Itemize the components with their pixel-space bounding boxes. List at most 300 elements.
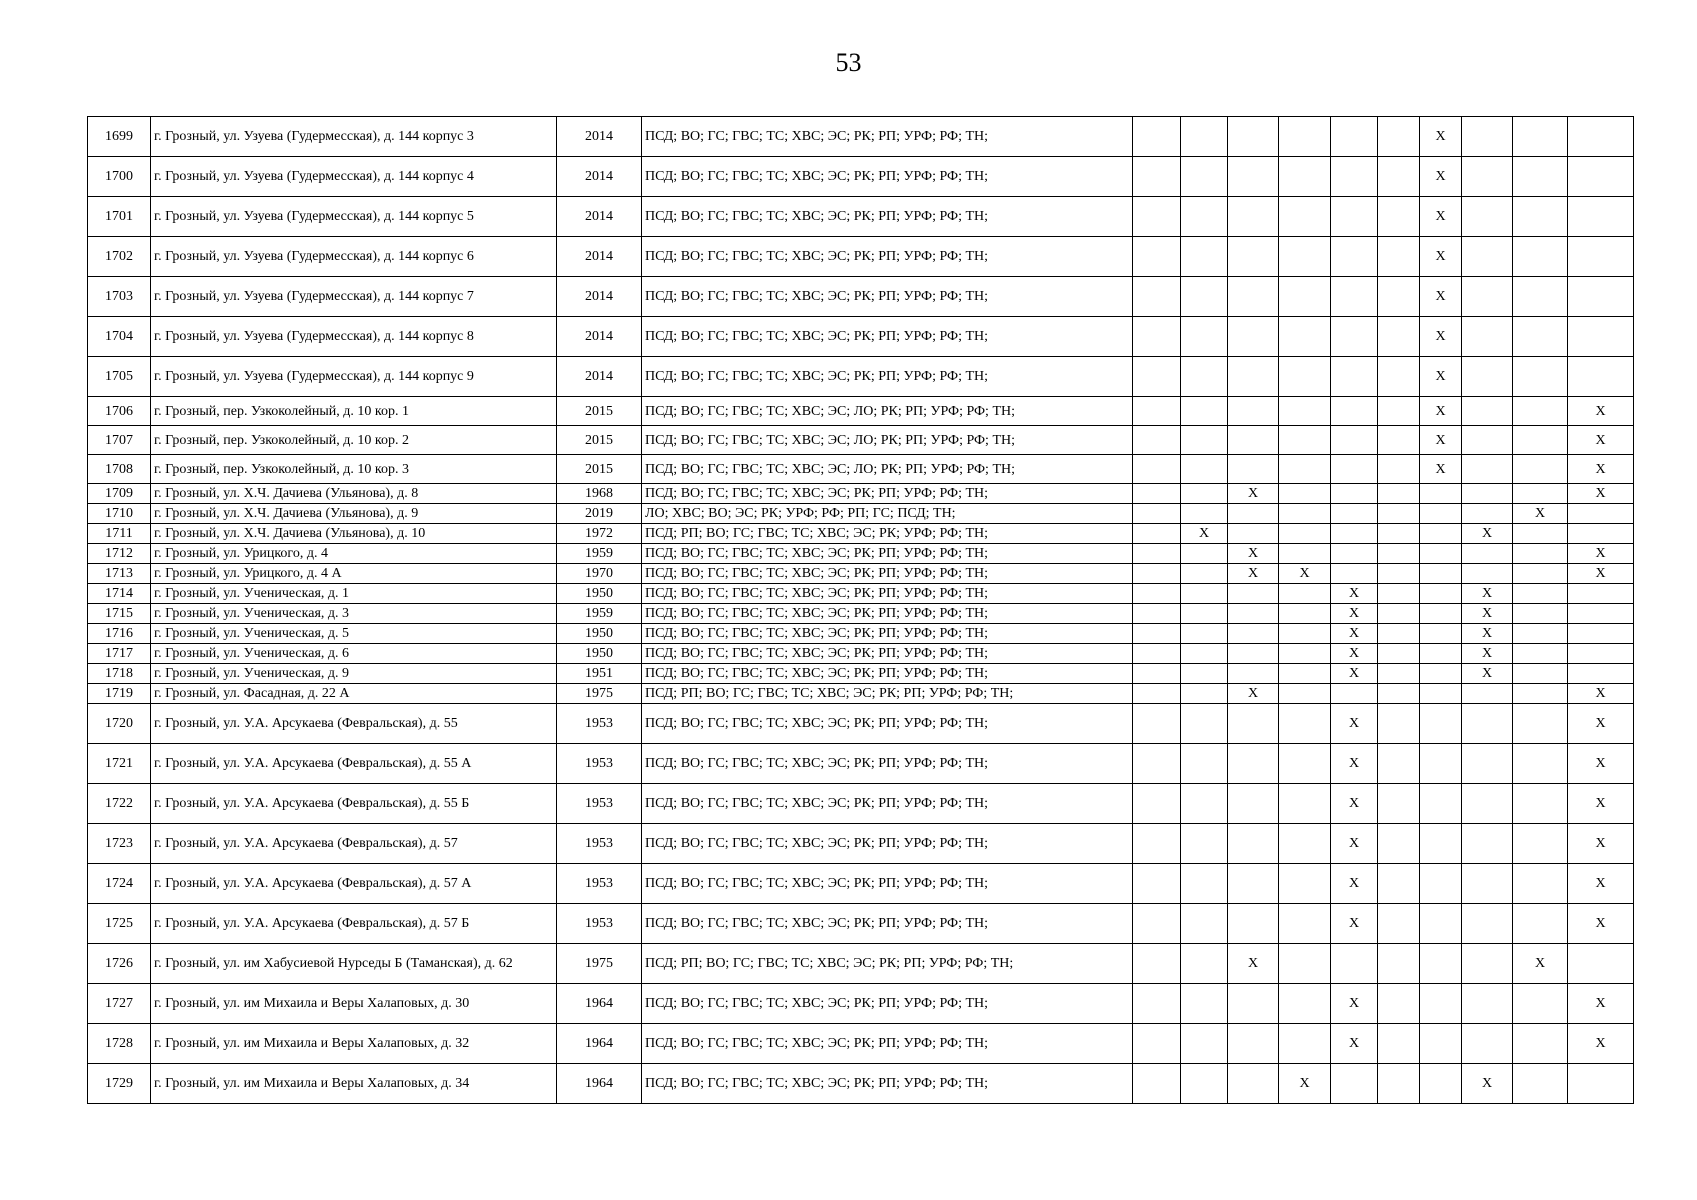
mark-cell xyxy=(1513,157,1568,197)
row-number-cell: 1714 xyxy=(88,584,151,604)
table-row xyxy=(88,704,1634,744)
table-row xyxy=(88,197,1634,237)
row-number-cell: 1716 xyxy=(88,624,151,644)
mark-cell xyxy=(1462,455,1513,484)
row-number-cell: 1728 xyxy=(88,1024,151,1064)
mark-cell xyxy=(1462,944,1513,984)
mark-cell xyxy=(1378,455,1420,484)
mark-cell xyxy=(1228,604,1279,624)
mark-cell xyxy=(1568,624,1634,644)
mark-cell xyxy=(1228,524,1279,544)
mark-cell: X xyxy=(1513,504,1568,524)
year-cell: 2019 xyxy=(557,504,642,524)
mark-cell xyxy=(1279,644,1331,664)
row-number-cell: 1704 xyxy=(88,317,151,357)
mark-cell: X xyxy=(1331,824,1378,864)
mark-cell: X xyxy=(1420,157,1462,197)
year-cell: 1953 xyxy=(557,704,642,744)
mark-cell: X xyxy=(1331,1024,1378,1064)
mark-cell xyxy=(1228,357,1279,397)
row-number-cell: 1726 xyxy=(88,944,151,984)
mark-cell xyxy=(1568,117,1634,157)
table-row xyxy=(88,504,1634,524)
mark-cell xyxy=(1568,504,1634,524)
mark-cell xyxy=(1181,117,1228,157)
mark-cell: X xyxy=(1462,624,1513,644)
mark-cell xyxy=(1133,864,1181,904)
address-cell: г. Грозный, ул. Ученическая, д. 6 xyxy=(151,644,557,664)
mark-cell xyxy=(1228,704,1279,744)
works-list-cell: ПСД; ВО; ГС; ГВС; ТС; ХВС; ЭС; РК; РП; УРФ; РФ; ТН; xyxy=(642,277,1133,317)
mark-cell xyxy=(1568,197,1634,237)
mark-cell xyxy=(1279,117,1331,157)
table-row xyxy=(88,117,1634,157)
mark-cell xyxy=(1513,524,1568,544)
works-list-cell: ПСД; ВО; ГС; ГВС; ТС; ХВС; ЭС; РК; РП; УРФ; РФ; ТН; xyxy=(642,904,1133,944)
mark-cell xyxy=(1181,157,1228,197)
mark-cell xyxy=(1133,744,1181,784)
mark-cell xyxy=(1279,944,1331,984)
row-number-cell: 1722 xyxy=(88,784,151,824)
works-list-cell: ПСД; ВО; ГС; ГВС; ТС; ХВС; ЭС; РК; РП; УРФ; РФ; ТН; xyxy=(642,864,1133,904)
mark-cell xyxy=(1378,604,1420,624)
mark-cell xyxy=(1378,397,1420,426)
year-cell: 1970 xyxy=(557,564,642,584)
mark-cell xyxy=(1331,237,1378,277)
mark-cell xyxy=(1228,624,1279,644)
mark-cell xyxy=(1420,1064,1462,1104)
address-cell: г. Грозный, ул. Х.Ч. Дачиева (Ульянова), д. 9 xyxy=(151,504,557,524)
works-list-cell: ПСД; ВО; ГС; ГВС; ТС; ХВС; ЭС; РК; РП; УРФ; РФ; ТН; xyxy=(642,157,1133,197)
works-list-cell: ПСД; ВО; ГС; ГВС; ТС; ХВС; ЭС; РК; РП; УРФ; РФ; ТН; xyxy=(642,117,1133,157)
mark-cell xyxy=(1279,237,1331,277)
mark-cell xyxy=(1181,504,1228,524)
mark-cell: X xyxy=(1513,944,1568,984)
row-number-cell: 1729 xyxy=(88,1064,151,1104)
table-row xyxy=(88,904,1634,944)
works-list-cell: ПСД; ВО; ГС; ГВС; ТС; ХВС; ЭС; РК; РП; УРФ; РФ; ТН; xyxy=(642,784,1133,824)
mark-cell xyxy=(1279,624,1331,644)
mark-cell xyxy=(1133,117,1181,157)
mark-cell xyxy=(1279,684,1331,704)
address-cell: г. Грозный, ул. Узуева (Гудермесская), д. 144 корпус 6 xyxy=(151,237,557,277)
year-cell: 1953 xyxy=(557,904,642,944)
mark-cell xyxy=(1228,584,1279,604)
mark-cell xyxy=(1279,704,1331,744)
row-number-cell: 1715 xyxy=(88,604,151,624)
mark-cell: X xyxy=(1331,784,1378,824)
mark-cell xyxy=(1133,237,1181,277)
address-cell: г. Грозный, ул. Узуева (Гудермесская), д. 144 корпус 3 xyxy=(151,117,557,157)
mark-cell xyxy=(1133,784,1181,824)
address-cell: г. Грозный, ул. У.А. Арсукаева (Февральская), д. 57 Б xyxy=(151,904,557,944)
mark-cell xyxy=(1331,944,1378,984)
mark-cell xyxy=(1279,157,1331,197)
table-row xyxy=(88,984,1634,1024)
mark-cell xyxy=(1181,604,1228,624)
address-cell: г. Грозный, ул. Ученическая, д. 9 xyxy=(151,664,557,684)
mark-cell xyxy=(1378,504,1420,524)
row-number-cell: 1703 xyxy=(88,277,151,317)
mark-cell xyxy=(1181,237,1228,277)
works-list-cell: ПСД; ВО; ГС; ГВС; ТС; ХВС; ЭС; РК; РП; УРФ; РФ; ТН; xyxy=(642,744,1133,784)
mark-cell xyxy=(1228,904,1279,944)
mark-cell: X xyxy=(1331,664,1378,684)
address-cell: г. Грозный, ул. У.А. Арсукаева (Февральская), д. 55 Б xyxy=(151,784,557,824)
works-list-cell: ПСД; РП; ВО; ГС; ГВС; ТС; ХВС; ЭС; РК; УРФ; РФ; ТН; xyxy=(642,524,1133,544)
mark-cell: X xyxy=(1462,604,1513,624)
mark-cell xyxy=(1279,397,1331,426)
mark-cell xyxy=(1378,237,1420,277)
mark-cell xyxy=(1133,904,1181,944)
mark-cell: X xyxy=(1568,426,1634,455)
mark-cell xyxy=(1133,984,1181,1024)
works-list-cell: ПСД; ВО; ГС; ГВС; ТС; ХВС; ЭС; РК; РП; УРФ; РФ; ТН; xyxy=(642,644,1133,664)
mark-cell xyxy=(1181,644,1228,664)
mark-cell xyxy=(1228,644,1279,664)
mark-cell xyxy=(1378,864,1420,904)
mark-cell xyxy=(1513,357,1568,397)
mark-cell xyxy=(1568,664,1634,684)
mark-cell: X xyxy=(1568,984,1634,1024)
year-cell: 2015 xyxy=(557,426,642,455)
mark-cell xyxy=(1133,944,1181,984)
mark-cell xyxy=(1462,117,1513,157)
mark-cell xyxy=(1420,504,1462,524)
table-row xyxy=(88,644,1634,664)
mark-cell xyxy=(1279,904,1331,944)
mark-cell xyxy=(1378,277,1420,317)
mark-cell: X xyxy=(1228,564,1279,584)
mark-cell xyxy=(1513,1024,1568,1064)
mark-cell xyxy=(1462,237,1513,277)
mark-cell xyxy=(1133,664,1181,684)
mark-cell: X xyxy=(1331,744,1378,784)
table-row xyxy=(88,277,1634,317)
mark-cell: X xyxy=(1420,455,1462,484)
mark-cell xyxy=(1331,564,1378,584)
mark-cell xyxy=(1462,484,1513,504)
mark-cell xyxy=(1133,604,1181,624)
table-row xyxy=(88,564,1634,584)
mark-cell xyxy=(1133,484,1181,504)
mark-cell xyxy=(1378,564,1420,584)
mark-cell xyxy=(1420,664,1462,684)
address-cell: г. Грозный, ул. Узуева (Гудермесская), д. 144 корпус 8 xyxy=(151,317,557,357)
mark-cell xyxy=(1228,1024,1279,1064)
mark-cell xyxy=(1279,357,1331,397)
address-cell: г. Грозный, ул. Узуева (Гудермесская), д. 144 корпус 4 xyxy=(151,157,557,197)
mark-cell: X xyxy=(1331,644,1378,664)
works-list-cell: ПСД; ВО; ГС; ГВС; ТС; ХВС; ЭС; РК; РП; УРФ; РФ; ТН; xyxy=(642,484,1133,504)
mark-cell: X xyxy=(1568,455,1634,484)
mark-cell xyxy=(1181,426,1228,455)
year-cell: 1964 xyxy=(557,1024,642,1064)
mark-cell xyxy=(1279,277,1331,317)
address-cell: г. Грозный, ул. У.А. Арсукаева (Февральская), д. 57 А xyxy=(151,864,557,904)
mark-cell xyxy=(1513,864,1568,904)
mark-cell xyxy=(1181,684,1228,704)
mark-cell xyxy=(1513,784,1568,824)
mark-cell xyxy=(1568,277,1634,317)
mark-cell xyxy=(1462,197,1513,237)
mark-cell: X xyxy=(1228,684,1279,704)
year-cell: 1964 xyxy=(557,1064,642,1104)
year-cell: 1950 xyxy=(557,644,642,664)
works-list-cell: ПСД; ВО; ГС; ГВС; ТС; ХВС; ЭС; РК; РП; УРФ; РФ; ТН; xyxy=(642,1064,1133,1104)
row-number-cell: 1727 xyxy=(88,984,151,1024)
works-list-cell: ПСД; ВО; ГС; ГВС; ТС; ХВС; ЭС; РК; РП; УРФ; РФ; ТН; xyxy=(642,824,1133,864)
table-row xyxy=(88,1024,1634,1064)
mark-cell xyxy=(1378,624,1420,644)
row-number-cell: 1707 xyxy=(88,426,151,455)
year-cell: 1953 xyxy=(557,744,642,784)
mark-cell xyxy=(1568,524,1634,544)
mark-cell xyxy=(1420,944,1462,984)
mark-cell xyxy=(1378,197,1420,237)
table-row xyxy=(88,524,1634,544)
mark-cell xyxy=(1513,564,1568,584)
mark-cell xyxy=(1420,604,1462,624)
mark-cell xyxy=(1181,864,1228,904)
mark-cell xyxy=(1181,944,1228,984)
mark-cell xyxy=(1420,984,1462,1024)
mark-cell: X xyxy=(1568,864,1634,904)
mark-cell xyxy=(1181,824,1228,864)
address-cell: г. Грозный, ул. У.А. Арсукаева (Февральская), д. 55 А xyxy=(151,744,557,784)
mark-cell xyxy=(1462,744,1513,784)
row-number-cell: 1717 xyxy=(88,644,151,664)
address-cell: г. Грозный, ул. Урицкого, д. 4 А xyxy=(151,564,557,584)
mark-cell xyxy=(1133,624,1181,644)
mark-cell xyxy=(1513,684,1568,704)
mark-cell xyxy=(1331,1064,1378,1104)
mark-cell xyxy=(1462,984,1513,1024)
mark-cell xyxy=(1420,684,1462,704)
year-cell: 1972 xyxy=(557,524,642,544)
mark-cell xyxy=(1279,197,1331,237)
mark-cell xyxy=(1331,544,1378,564)
mark-cell: X xyxy=(1568,1024,1634,1064)
address-cell: г. Грозный, ул. Узуева (Гудермесская), д. 144 корпус 7 xyxy=(151,277,557,317)
mark-cell xyxy=(1133,824,1181,864)
mark-cell xyxy=(1420,784,1462,824)
year-cell: 1975 xyxy=(557,684,642,704)
mark-cell xyxy=(1133,644,1181,664)
year-cell: 2014 xyxy=(557,197,642,237)
mark-cell xyxy=(1228,864,1279,904)
mark-cell xyxy=(1378,904,1420,944)
year-cell: 1953 xyxy=(557,824,642,864)
row-number-cell: 1699 xyxy=(88,117,151,157)
mark-cell: X xyxy=(1568,684,1634,704)
mark-cell xyxy=(1513,984,1568,1024)
address-cell: г. Грозный, ул. У.А. Арсукаева (Февральская), д. 57 xyxy=(151,824,557,864)
mark-cell: X xyxy=(1228,944,1279,984)
mark-cell xyxy=(1279,984,1331,1024)
mark-cell xyxy=(1462,824,1513,864)
mark-cell xyxy=(1331,397,1378,426)
mark-cell xyxy=(1513,117,1568,157)
mark-cell xyxy=(1181,564,1228,584)
mark-cell xyxy=(1181,397,1228,426)
table-row xyxy=(88,744,1634,784)
mark-cell xyxy=(1181,484,1228,504)
mark-cell xyxy=(1378,684,1420,704)
mark-cell xyxy=(1568,1064,1634,1104)
row-number-cell: 1701 xyxy=(88,197,151,237)
mark-cell xyxy=(1228,157,1279,197)
mark-cell: X xyxy=(1331,864,1378,904)
mark-cell xyxy=(1228,455,1279,484)
mark-cell xyxy=(1513,317,1568,357)
year-cell: 2014 xyxy=(557,157,642,197)
mark-cell xyxy=(1378,704,1420,744)
mark-cell: X xyxy=(1331,704,1378,744)
mark-cell xyxy=(1568,157,1634,197)
mark-cell: X xyxy=(1420,277,1462,317)
mark-cell xyxy=(1378,584,1420,604)
mark-cell xyxy=(1513,624,1568,644)
year-cell: 1950 xyxy=(557,624,642,644)
mark-cell xyxy=(1420,484,1462,504)
mark-cell xyxy=(1420,544,1462,564)
table-row xyxy=(88,584,1634,604)
address-cell: г. Грозный, ул. Х.Ч. Дачиева (Ульянова), д. 10 xyxy=(151,524,557,544)
mark-cell: X xyxy=(1568,824,1634,864)
row-number-cell: 1705 xyxy=(88,357,151,397)
mark-cell xyxy=(1378,117,1420,157)
mark-cell xyxy=(1181,784,1228,824)
table-row xyxy=(88,397,1634,426)
mark-cell xyxy=(1228,237,1279,277)
mark-cell: X xyxy=(1568,544,1634,564)
mark-cell: X xyxy=(1462,584,1513,604)
mark-cell xyxy=(1513,455,1568,484)
mark-cell xyxy=(1513,744,1568,784)
works-list-cell: ПСД; ВО; ГС; ГВС; ТС; ХВС; ЭС; РК; РП; УРФ; РФ; ТН; xyxy=(642,984,1133,1024)
mark-cell xyxy=(1331,317,1378,357)
mark-cell xyxy=(1279,584,1331,604)
mark-cell xyxy=(1331,455,1378,484)
mark-cell xyxy=(1331,504,1378,524)
row-number-cell: 1719 xyxy=(88,684,151,704)
year-cell: 1968 xyxy=(557,484,642,504)
mark-cell: X xyxy=(1228,544,1279,564)
table-row xyxy=(88,157,1634,197)
works-list-cell: ПСД; ВО; ГС; ГВС; ТС; ХВС; ЭС; РК; РП; УРФ; РФ; ТН; xyxy=(642,564,1133,584)
mark-cell: X xyxy=(1420,237,1462,277)
mark-cell: X xyxy=(1568,484,1634,504)
works-list-cell: ПСД; ВО; ГС; ГВС; ТС; ХВС; ЭС; РК; РП; УРФ; РФ; ТН; xyxy=(642,584,1133,604)
table-row xyxy=(88,357,1634,397)
mark-cell xyxy=(1420,1024,1462,1064)
mark-cell xyxy=(1228,784,1279,824)
mark-cell xyxy=(1181,277,1228,317)
mark-cell xyxy=(1228,117,1279,157)
mark-cell: X xyxy=(1331,584,1378,604)
mark-cell xyxy=(1513,704,1568,744)
mark-cell xyxy=(1513,397,1568,426)
works-list-cell: ПСД; ВО; ГС; ГВС; ТС; ХВС; ЭС; ЛО; РК; РП; УРФ; РФ; ТН; xyxy=(642,455,1133,484)
mark-cell xyxy=(1181,584,1228,604)
mark-cell xyxy=(1133,197,1181,237)
works-list-cell: ЛО; ХВС; ВО; ЭС; РК; УРФ; РФ; РП; ГС; ПСД; ТН; xyxy=(642,504,1133,524)
mark-cell xyxy=(1378,524,1420,544)
mark-cell xyxy=(1420,904,1462,944)
mark-cell xyxy=(1133,1024,1181,1064)
mark-cell: X xyxy=(1462,644,1513,664)
mark-cell xyxy=(1228,504,1279,524)
mark-cell xyxy=(1181,904,1228,944)
address-cell: г. Грозный, ул. Ученическая, д. 1 xyxy=(151,584,557,604)
mark-cell: X xyxy=(1420,357,1462,397)
mark-cell xyxy=(1133,684,1181,704)
row-number-cell: 1712 xyxy=(88,544,151,564)
row-number-cell: 1713 xyxy=(88,564,151,584)
mark-cell xyxy=(1513,644,1568,664)
mark-cell xyxy=(1279,744,1331,784)
mark-cell xyxy=(1378,157,1420,197)
mark-cell xyxy=(1568,584,1634,604)
works-list-cell: ПСД; ВО; ГС; ГВС; ТС; ХВС; ЭС; РК; РП; УРФ; РФ; ТН; xyxy=(642,317,1133,357)
mark-cell xyxy=(1462,357,1513,397)
row-number-cell: 1710 xyxy=(88,504,151,524)
mark-cell xyxy=(1378,1064,1420,1104)
mark-cell xyxy=(1420,704,1462,744)
mark-cell: X xyxy=(1568,784,1634,824)
mark-cell xyxy=(1568,604,1634,624)
mark-cell xyxy=(1420,744,1462,784)
mark-cell xyxy=(1228,426,1279,455)
mark-cell xyxy=(1228,664,1279,684)
mark-cell xyxy=(1181,664,1228,684)
row-number-cell: 1724 xyxy=(88,864,151,904)
mark-cell xyxy=(1331,197,1378,237)
works-list-cell: ПСД; ВО; ГС; ГВС; ТС; ХВС; ЭС; РК; РП; УРФ; РФ; ТН; xyxy=(642,357,1133,397)
mark-cell xyxy=(1279,1024,1331,1064)
mark-cell xyxy=(1279,784,1331,824)
mark-cell xyxy=(1420,624,1462,644)
mark-cell: X xyxy=(1462,1064,1513,1104)
works-list-cell: ПСД; ВО; ГС; ГВС; ТС; ХВС; ЭС; РК; РП; УРФ; РФ; ТН; xyxy=(642,237,1133,277)
mark-cell xyxy=(1462,1024,1513,1064)
address-cell: г. Грозный, пер. Узкоколейный, д. 10 кор. 3 xyxy=(151,455,557,484)
mark-cell xyxy=(1378,317,1420,357)
mark-cell xyxy=(1133,317,1181,357)
mark-cell: X xyxy=(1228,484,1279,504)
mark-cell xyxy=(1378,644,1420,664)
year-cell: 1953 xyxy=(557,864,642,904)
mark-cell xyxy=(1279,317,1331,357)
mark-cell xyxy=(1181,197,1228,237)
year-cell: 1953 xyxy=(557,784,642,824)
address-cell: г. Грозный, пер. Узкоколейный, д. 10 кор. 1 xyxy=(151,397,557,426)
year-cell: 1950 xyxy=(557,584,642,604)
mark-cell xyxy=(1133,504,1181,524)
mark-cell xyxy=(1331,684,1378,704)
address-cell: г. Грозный, ул. Х.Ч. Дачиева (Ульянова), д. 8 xyxy=(151,484,557,504)
mark-cell xyxy=(1331,357,1378,397)
address-cell: г. Грозный, ул. У.А. Арсукаева (Февральская), д. 55 xyxy=(151,704,557,744)
year-cell: 2014 xyxy=(557,277,642,317)
mark-cell xyxy=(1181,1064,1228,1104)
mark-cell xyxy=(1378,784,1420,824)
row-number-cell: 1723 xyxy=(88,824,151,864)
row-number-cell: 1711 xyxy=(88,524,151,544)
mark-cell xyxy=(1279,864,1331,904)
mark-cell xyxy=(1133,277,1181,317)
